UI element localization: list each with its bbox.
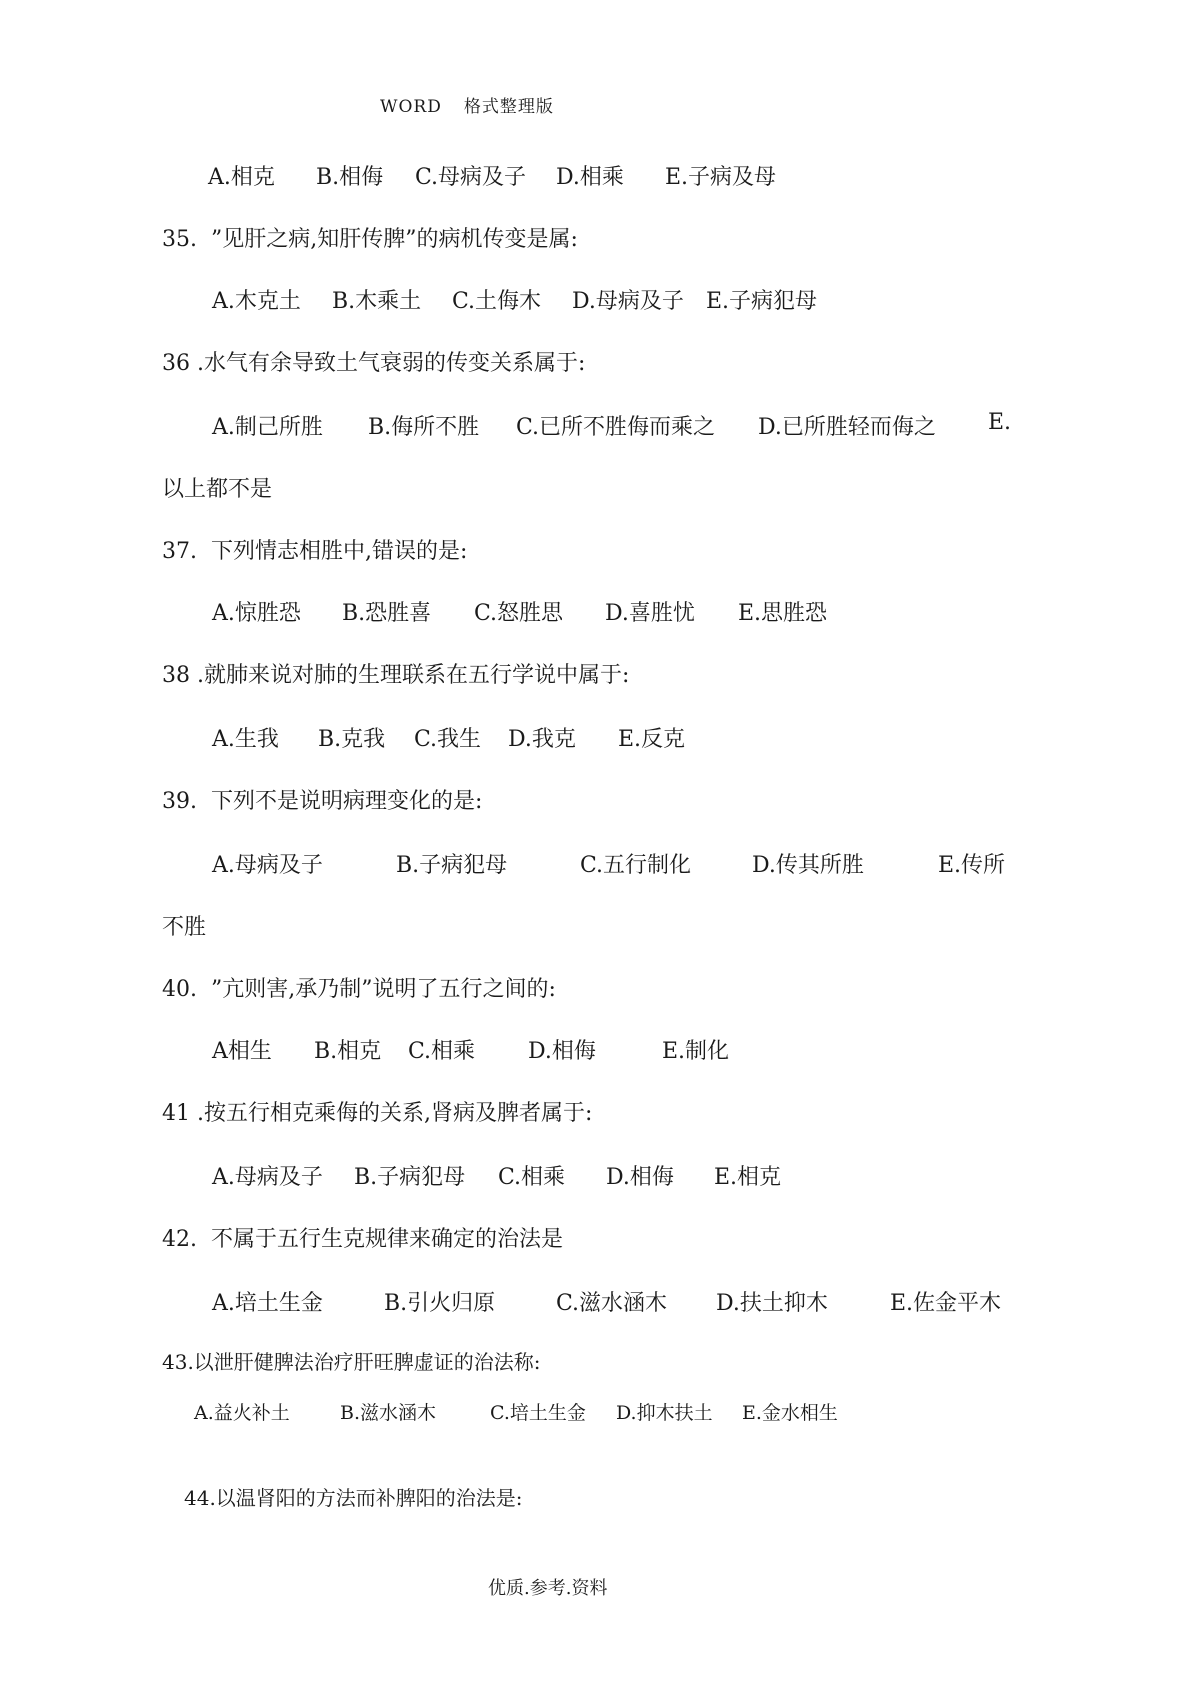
answer-option: E.思胜恐: [738, 601, 828, 626]
header-format: 格式整理版: [463, 97, 554, 117]
answer-option: A.惊胜恐: [212, 601, 301, 626]
question-text: 42. 不属于五行生克规律来确定的治法是: [162, 1227, 563, 1252]
answer-option: A.益火补土: [194, 1402, 290, 1424]
answer-option: C.相乘: [498, 1165, 566, 1190]
answer-option: C.五行制化: [580, 853, 692, 878]
answer-option: A.母病及子: [212, 853, 323, 878]
question-text: 38 .就肺来说对肺的生理联系在五行学说中属于:: [162, 663, 630, 688]
answer-option: C.已所不胜侮而乘之: [516, 415, 716, 440]
answer-option: D.扶土抑木: [716, 1291, 828, 1316]
answer-option: D.已所胜轻而侮之: [758, 415, 936, 440]
header-word: WORD: [380, 97, 442, 117]
question-text: 41 .按五行相克乘侮的关系,肾病及脾者属于:: [162, 1101, 593, 1126]
answer-option: E.: [988, 410, 1012, 435]
answer-option: B.木乘土: [332, 289, 422, 314]
page-header: [380, 92, 554, 117]
answer-option: E.子病犯母: [706, 289, 818, 314]
answer-option: E.金水相生: [742, 1402, 838, 1424]
answer-option: C.怒胜思: [474, 601, 564, 626]
answer-option: C.母病及子: [415, 165, 527, 190]
answer-option: D.母病及子: [572, 289, 684, 314]
answer-option: A.生我: [212, 727, 279, 752]
answer-option: D.传其所胜: [752, 853, 864, 878]
answer-option: C.相乘: [408, 1039, 476, 1064]
answer-option: B.恐胜喜: [342, 601, 432, 626]
answer-option: C.培土生金: [490, 1402, 586, 1424]
question-text: 35. ”见肝之病,知肝传脾”的病机传变是属:: [162, 227, 578, 252]
answer-option: B.子病犯母: [354, 1165, 466, 1190]
answer-option: D.相侮: [606, 1165, 674, 1190]
question-text: 37. 下列情志相胜中,错误的是:: [162, 539, 468, 564]
question-text: 40. ”亢则害,承乃制”说明了五行之间的:: [162, 977, 556, 1002]
question-text: 以上都不是: [162, 477, 273, 502]
answer-option: D.喜胜忧: [605, 601, 695, 626]
answer-option: B.引火归原: [384, 1291, 496, 1316]
question-text: 44.以温肾阳的方法而补脾阳的治法是:: [184, 1486, 523, 1510]
answer-option: A.母病及子: [212, 1165, 323, 1190]
answer-option: D.相侮: [528, 1039, 596, 1064]
answer-option: B.相侮: [316, 165, 384, 190]
answer-option: A.木克土: [212, 289, 301, 314]
answer-option: D.抑木扶土: [616, 1402, 713, 1424]
answer-option: E.传所: [938, 853, 1006, 878]
answer-option: A.制己所胜: [212, 415, 323, 440]
answer-option: E.佐金平木: [890, 1291, 1002, 1316]
page-footer: 优质.参考.资料: [488, 1578, 608, 1599]
question-text: 不胜: [162, 915, 207, 940]
answer-option: B.相克: [314, 1039, 382, 1064]
answer-option: B.滋水涵木: [340, 1402, 437, 1424]
answer-option: E.制化: [662, 1039, 730, 1064]
question-text: 43.以泄肝健脾法治疗肝旺脾虚证的治法称:: [162, 1350, 541, 1374]
answer-option: B.克我: [318, 727, 386, 752]
answer-option: C.我生: [414, 727, 482, 752]
answer-option: B.子病犯母: [396, 853, 508, 878]
answer-option: E.反克: [618, 727, 686, 752]
question-text: 39. 下列不是说明病理变化的是:: [162, 789, 483, 814]
answer-option: C.土侮木: [452, 289, 542, 314]
answer-option: B.侮所不胜: [368, 415, 480, 440]
answer-option: D.相乘: [556, 165, 624, 190]
answer-option: A.相克: [208, 165, 275, 190]
answer-option: E.子病及母: [665, 165, 777, 190]
question-text: 36 .水气有余导致土气衰弱的传变关系属于:: [162, 351, 586, 376]
answer-option: A.培土生金: [212, 1291, 323, 1316]
answer-option: C.滋水涵木: [556, 1291, 668, 1316]
answer-option: E.相克: [714, 1165, 782, 1190]
answer-option: D.我克: [508, 727, 576, 752]
answer-option: A相生: [212, 1039, 272, 1064]
